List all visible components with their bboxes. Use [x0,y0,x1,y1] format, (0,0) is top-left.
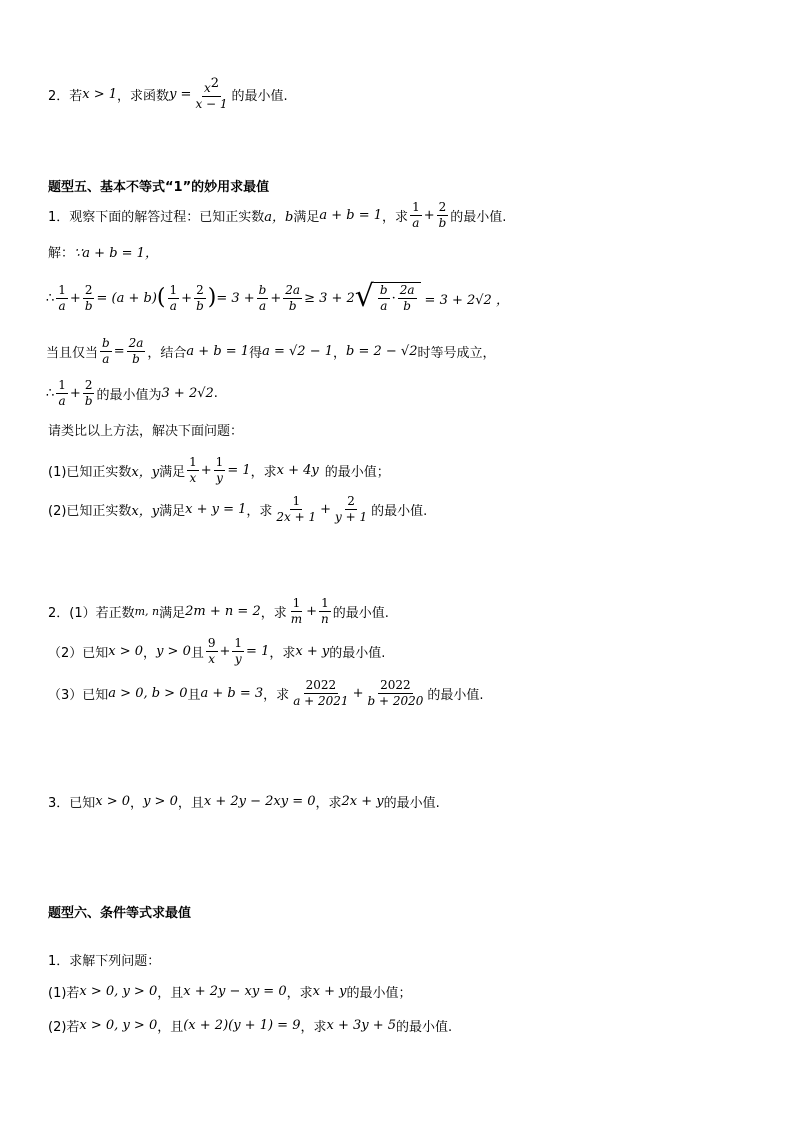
s5-q2-part2 [48,636,385,667]
denominator: a [258,298,267,313]
math: = 1 [227,463,251,478]
math: y > 0 [143,794,178,809]
fraction [194,283,206,314]
text: 的最小值为 [96,388,162,403]
text: 的最小值. [383,796,440,811]
math: x + y = 1 [185,502,247,517]
denominator: b [132,352,140,366]
numerator: 2 [438,200,447,214]
plus: + [306,604,318,619]
math: ≥ 3 + 2 [304,290,355,306]
math: a + b = 1 [319,208,383,223]
math: x > 0, y > 0 [79,1018,158,1033]
math: x，y [131,465,160,480]
text: 当且仅当 [46,346,99,361]
fraction [214,455,226,486]
fraction [291,678,350,709]
fraction [83,283,95,314]
fraction [410,200,422,231]
math: x > 0, y > 0 [79,984,158,999]
section-6-heading: 题型六、条件等式求最值 [48,906,192,921]
fraction [127,336,146,367]
fraction [283,283,302,314]
plus: + [270,290,282,306]
fraction [100,336,112,367]
math: a + b = 1 [186,344,250,359]
denominator: m [290,612,303,626]
numerator: 2a [399,283,415,297]
s6-q1-lead: 1．求解下列问题： [48,954,161,969]
denominator: y [216,471,223,485]
text: ，且 [157,986,184,1001]
fraction [187,455,199,486]
s5-q1-equality-condition [46,336,496,367]
math: y > 0 [156,644,191,659]
text: 解： [48,246,75,261]
text: ， [130,796,144,811]
math: x + y [295,644,330,659]
plus: + [219,644,231,659]
s5-q1-statement [48,200,506,231]
therefore-sign: ∴ [46,290,55,306]
text: 满足 [293,210,320,225]
math: 3 + 2√2 [161,386,214,401]
right-paren: ) [207,285,217,310]
plus: + [352,686,364,701]
problem-2-mid: ，求函数 [117,88,170,104]
plus: + [200,463,212,478]
math: 2x + y [341,794,384,809]
numerator: 1 [169,282,178,297]
math: x + 2y − xy = 0 [183,984,287,999]
math: x，y [131,504,160,519]
text: 的最小值. [427,688,484,703]
equals: = [113,344,125,359]
math: m, n [134,605,160,618]
plus: + [423,208,435,223]
text: ，求 [286,986,313,1001]
plus: + [181,290,193,306]
text: 且 [190,646,204,661]
text: (2)若 [48,1020,80,1035]
math: (x + 2)(y + 1) = 9 [183,1018,301,1033]
denominator: a [380,299,388,313]
fraction [257,283,269,314]
numerator: 1 [321,596,329,610]
text: (1)若 [48,986,80,1001]
numerator: 2 [84,282,93,297]
math: x > 0 [95,794,131,809]
text: （3）已知 [48,688,109,703]
denominator: a [102,352,110,366]
problem-2-tail: 的最小值. [231,88,288,104]
text: ，且 [177,796,204,811]
left-paren: ( [156,285,166,310]
denominator: x [189,471,197,485]
radicand [374,282,421,314]
math: = 3 + [216,290,255,306]
section-5-heading: 题型五、基本不等式“1”的妙用求最值 [48,180,270,195]
text: (1)已知正实数 [48,465,132,480]
fraction [378,283,390,314]
text: 满足 [159,606,186,621]
math: a > 0, b > 0 [108,686,188,701]
text: 的最小值. [329,646,386,661]
fraction [206,636,218,667]
plus: + [320,502,332,517]
numerator: 2 [196,282,204,297]
math: = (a + b) [96,290,157,306]
denominator: y + 1 [335,510,368,524]
text: 的最小值. [450,210,507,225]
math: = 3 + 2√2 ， [424,292,509,308]
text: 满足 [159,504,186,519]
square-root [354,279,421,314]
numerator: 2022 [380,678,411,692]
denominator: a [58,298,66,313]
numerator: 1 [292,494,301,508]
s6-q1-sub1 [48,982,411,1001]
math: x + y [312,984,347,999]
numerator: 2a [285,282,301,297]
text: ，求 [246,504,273,519]
text: ，求 [300,1020,327,1035]
denominator: n [321,612,329,626]
text: ，且 [157,1020,184,1035]
math: a + b = 3 [200,686,264,701]
fraction [365,678,425,709]
text: 得 [249,346,263,361]
numerator: 1 [189,455,197,469]
text: 3．已知 [48,796,96,811]
plus: + [69,386,81,401]
text: （2）已知 [48,646,109,661]
problem-2-line [48,76,288,112]
math: ∵a + b = 1， [74,246,158,261]
text: 满足 [159,465,186,480]
fraction [56,283,68,314]
s5-q2-part1 [48,596,389,627]
denominator: b [288,298,297,313]
denominator: b [84,298,93,313]
s5-q3 [48,792,440,811]
fraction [232,636,244,667]
math: b = 2 − √2 [346,344,418,359]
numerator: b [102,336,110,350]
fraction-numerator: x [203,81,211,95]
numerator: 1 [58,378,66,392]
text: 2．(1）若正数 [48,606,135,621]
numerator: b [379,283,388,297]
math: x + 2y − 2xy = 0 [203,794,316,809]
denominator: a [169,298,177,313]
math: x + 4y [276,463,319,478]
text: 的最小值. [396,1020,453,1035]
denominator: y [234,652,242,666]
numerator: 9 [207,636,216,650]
text: ，求 [263,688,290,703]
denominator: b + 2020 [367,694,424,708]
denominator: a + 2021 [293,694,349,708]
exponent: 2 [210,76,220,91]
numerator: 2a [128,336,144,350]
text: 的最小值； [324,465,390,480]
problem-2-condition: x > 1 [82,86,118,102]
problem-2-lead: 2．若 [48,88,83,104]
fraction [56,378,68,409]
fraction [319,596,331,627]
s5-q1-solution-lead [48,242,158,261]
text: ，求 [250,465,277,480]
denominator: a [58,394,66,408]
numerator: 1 [58,282,66,297]
text: 1．观察下面的解答过程：已知正实数 [48,210,265,225]
dot: · [391,291,396,306]
numerator: 2 [84,378,93,392]
numerator: b [258,282,267,297]
denominator: b [84,394,93,408]
numerator: 2 [347,494,355,508]
math: a，b [264,210,294,225]
text: ，求 [260,606,287,621]
text: . [213,386,218,401]
math: a = √2 − 1 [262,344,333,359]
text: ，求 [269,646,296,661]
problem-2-fraction [193,76,229,112]
denominator: x [208,652,216,666]
text: 的最小值. [332,606,389,621]
fraction [83,378,95,409]
numerator: 2022 [305,678,337,692]
text: 时等号成立， [417,346,496,361]
s5-q2-part3 [48,678,484,709]
fraction [333,494,369,525]
text: ，求 [315,796,342,811]
fraction-denominator: x − 1 [195,97,228,111]
denominator: a [412,216,420,230]
text: ， [143,646,157,661]
fraction [289,596,304,627]
text: ， [333,346,347,361]
text: (2)已知正实数 [48,504,132,519]
fraction [437,200,449,231]
radical-sign: √ [354,279,374,314]
denominator: b [403,299,411,313]
text: 的最小值. [371,504,428,519]
math: 2m + n = 2 [185,604,261,619]
s5-q1-sub1 [48,455,390,486]
text: ，结合 [147,346,187,361]
fraction [274,494,318,525]
numerator: 1 [234,636,243,650]
math: x + 3y + 5 [326,1018,397,1033]
s5-q1-sub2 [48,494,427,525]
plus: + [69,290,81,306]
s5-q1-analog-instruction: 请类比以上方法，解决下面问题： [48,424,244,439]
s5-q1-result [46,378,218,409]
problem-2-y-eq: y = [169,86,192,102]
math: x > 0 [108,644,144,659]
text: ，求 [382,210,409,225]
s5-q1-solution-equation [46,279,509,314]
text: 且 [187,688,201,703]
denominator: b [196,298,204,313]
fraction [398,283,417,314]
denominator: 2x + 1 [276,510,317,524]
s6-q1-sub2 [48,1016,452,1035]
numerator: 1 [292,596,301,610]
denominator: b [438,216,447,230]
math: = 1 [246,644,270,659]
numerator: 1 [215,455,224,469]
numerator: 1 [412,200,420,214]
text: 的最小值； [346,986,412,1001]
therefore-sign: ∴ [46,386,55,401]
fraction [168,283,180,314]
